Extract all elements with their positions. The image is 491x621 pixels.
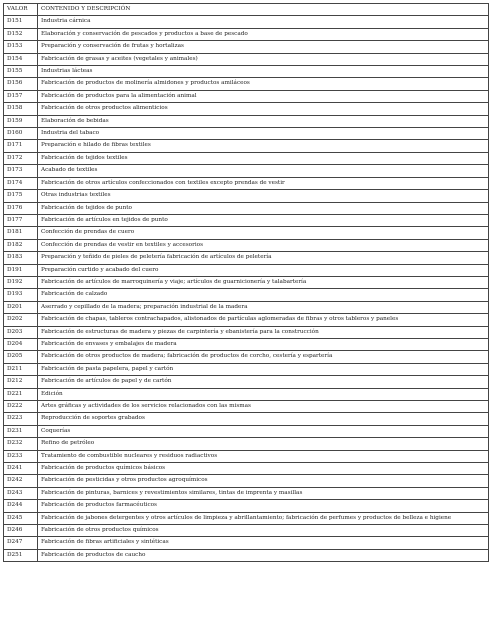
table-row <box>4 512 489 524</box>
value-cell: D151 <box>4 16 38 28</box>
value-cell: D244 <box>4 500 38 512</box>
description-cell: Fabricación de pesticidas y otros productos agroquímicos <box>38 475 489 487</box>
description-cell: Fabricación de envases y embalajes de madera <box>38 338 489 350</box>
description-cell: Preparación y teñido de pieles de peletería fabricación de artículos de peletería <box>38 252 489 264</box>
description-cell: Aserrado y cepillado de la madera; preparación industrial de la madera <box>38 301 489 313</box>
table-row <box>4 537 489 549</box>
value-cell: D171 <box>4 140 38 152</box>
description-cell: Otras industrias textiles <box>38 190 489 202</box>
value-cell: D177 <box>4 214 38 226</box>
description-cell: Elaboración y conservación de pescados y productos a base de pescado <box>38 28 489 40</box>
description-cell: Tratamiento de combustible nucleares y residuos radiactivos <box>38 450 489 462</box>
table-row <box>4 463 489 475</box>
value-cell: D242 <box>4 475 38 487</box>
table-row <box>4 103 489 115</box>
table-row <box>4 165 489 177</box>
description-cell: Industria cárnica <box>38 16 489 28</box>
table-row <box>4 487 489 499</box>
description-cell: Fabricación de otros productos alimenticios <box>38 103 489 115</box>
value-cell: D153 <box>4 41 38 53</box>
value-cell: D159 <box>4 115 38 127</box>
table-row <box>4 227 489 239</box>
table-row <box>4 289 489 301</box>
table-row <box>4 78 489 90</box>
value-cell: D221 <box>4 388 38 400</box>
table-row <box>4 388 489 400</box>
table-row <box>4 276 489 288</box>
description-cell: Fabricación de artículos en tejidos de punto <box>38 214 489 226</box>
table-row <box>4 376 489 388</box>
description-cell: Fabricación de tejidos de punto <box>38 202 489 214</box>
value-cell: D223 <box>4 413 38 425</box>
table-row <box>4 16 489 28</box>
description-cell: Fabricación de artículos de marroquinería y viaje; artículos de guarnicionería y talabartería <box>38 276 489 288</box>
codes-table <box>3 3 489 562</box>
description-cell: Fabricación de otros artículos confeccionados con textiles excepto prendas de vestir <box>38 177 489 189</box>
table-row <box>4 363 489 375</box>
value-cell: D222 <box>4 401 38 413</box>
table-row <box>4 41 489 53</box>
value-cell: D154 <box>4 53 38 65</box>
value-cell: D173 <box>4 165 38 177</box>
description-cell: Fabricación de productos de molinería almidones y productos amiláceos <box>38 78 489 90</box>
table-body <box>4 16 489 562</box>
description-cell: Edición <box>38 388 489 400</box>
description-cell: Fabricación de calzado <box>38 289 489 301</box>
table-row <box>4 338 489 350</box>
table-row <box>4 413 489 425</box>
value-cell: D205 <box>4 351 38 363</box>
table-row <box>4 252 489 264</box>
value-cell: D241 <box>4 463 38 475</box>
description-cell: Fabricación de pasta papelera, papel y cartón <box>38 363 489 375</box>
value-cell: D157 <box>4 90 38 102</box>
table-row <box>4 401 489 413</box>
table-row <box>4 425 489 437</box>
column-header-description: CONTENIDO Y DESCRIPCIÓN <box>38 4 489 16</box>
description-cell: Coquerías <box>38 425 489 437</box>
table-row <box>4 90 489 102</box>
table-row <box>4 66 489 78</box>
table-row <box>4 450 489 462</box>
codes-table-container <box>3 3 488 562</box>
value-cell: D204 <box>4 338 38 350</box>
description-cell: Artes gráficas y actividades de los servicios relacionados con las mismas <box>38 401 489 413</box>
value-cell: D156 <box>4 78 38 90</box>
value-cell: D181 <box>4 227 38 239</box>
value-cell: D175 <box>4 190 38 202</box>
value-cell: D152 <box>4 28 38 40</box>
description-cell: Fabricación de jabones detergentes y otros artículos de limpieza y abrillantamiento; fabricación de perfumes y productos de belleza e higiene <box>38 512 489 524</box>
description-cell: Fabricación de artículos de papel y de cartón <box>38 376 489 388</box>
description-cell: Elaboración de bebidas <box>38 115 489 127</box>
value-cell: D183 <box>4 252 38 264</box>
table-row <box>4 140 489 152</box>
description-cell: Fabricación de tejidos textiles <box>38 152 489 164</box>
value-cell: D243 <box>4 487 38 499</box>
value-cell: D191 <box>4 264 38 276</box>
description-cell: Preparación e hilado de fibras textiles <box>38 140 489 152</box>
description-cell: Acabado de textiles <box>38 165 489 177</box>
description-cell: Industrias lácteas <box>38 66 489 78</box>
description-cell: Fabricación de grasas y aceites (vegetales y animales) <box>38 53 489 65</box>
value-cell: D182 <box>4 239 38 251</box>
value-cell: D232 <box>4 438 38 450</box>
table-row <box>4 438 489 450</box>
description-cell: Fabricación de fibras artificiales y sintéticas <box>38 537 489 549</box>
value-cell: D172 <box>4 152 38 164</box>
description-cell: Preparación curtido y acabado del cuero <box>38 264 489 276</box>
description-cell: Confección de prendas de vestir en textiles y accesorios <box>38 239 489 251</box>
description-cell: Confección de prendas de cuero <box>38 227 489 239</box>
value-cell: D160 <box>4 128 38 140</box>
description-cell: Fabricación de estructuras de madera y piezas de carpintería y ebanistería para la construcción <box>38 326 489 338</box>
value-cell: D202 <box>4 314 38 326</box>
value-cell: D231 <box>4 425 38 437</box>
description-cell: Fabricación de productos farmacéuticos <box>38 500 489 512</box>
value-cell: D233 <box>4 450 38 462</box>
table-row <box>4 351 489 363</box>
description-cell: Preparación y conservación de frutas y hortalizas <box>38 41 489 53</box>
value-cell: D203 <box>4 326 38 338</box>
value-cell: D174 <box>4 177 38 189</box>
description-cell: Fabricación de chapas, tableros contrachapados, alistonados de partículas aglomeradas de fibras y otros tableros y paneles <box>38 314 489 326</box>
description-cell: Fabricación de otros productos de madera; fabricación de productos de corcho, cestería y espartería <box>38 351 489 363</box>
table-row <box>4 202 489 214</box>
description-cell: Fabricación de productos de caucho <box>38 549 489 561</box>
value-cell: D251 <box>4 549 38 561</box>
description-cell: Fabricación de otros productos químicos <box>38 525 489 537</box>
table-row <box>4 128 489 140</box>
value-cell: D193 <box>4 289 38 301</box>
table-header-row <box>4 4 489 16</box>
table-row <box>4 239 489 251</box>
table-row <box>4 190 489 202</box>
value-cell: D247 <box>4 537 38 549</box>
value-cell: D155 <box>4 66 38 78</box>
description-cell: Fabricación de pinturas, barnices y revestimientos similares, tintas de imprenta y masillas <box>38 487 489 499</box>
value-cell: D201 <box>4 301 38 313</box>
value-cell: D212 <box>4 376 38 388</box>
table-row <box>4 28 489 40</box>
table-row <box>4 525 489 537</box>
table-row <box>4 115 489 127</box>
table-row <box>4 549 489 561</box>
table-row <box>4 177 489 189</box>
value-cell: D176 <box>4 202 38 214</box>
value-cell: D158 <box>4 103 38 115</box>
table-row <box>4 53 489 65</box>
description-cell: Industria del tabaco <box>38 128 489 140</box>
description-cell: Refino de petróleo <box>38 438 489 450</box>
value-cell: D192 <box>4 276 38 288</box>
description-cell: Fabricación de productos químicos básicos <box>38 463 489 475</box>
table-row <box>4 475 489 487</box>
column-header-value: VALOR <box>4 4 38 16</box>
table-row <box>4 152 489 164</box>
table-row <box>4 264 489 276</box>
value-cell: D245 <box>4 512 38 524</box>
table-row <box>4 301 489 313</box>
value-cell: D211 <box>4 363 38 375</box>
table-row <box>4 314 489 326</box>
table-row <box>4 214 489 226</box>
description-cell: Reproducción de soportes grabados <box>38 413 489 425</box>
table-row <box>4 500 489 512</box>
description-cell: Fabricación de productos para la alimentación animal <box>38 90 489 102</box>
value-cell: D246 <box>4 525 38 537</box>
table-row <box>4 326 489 338</box>
